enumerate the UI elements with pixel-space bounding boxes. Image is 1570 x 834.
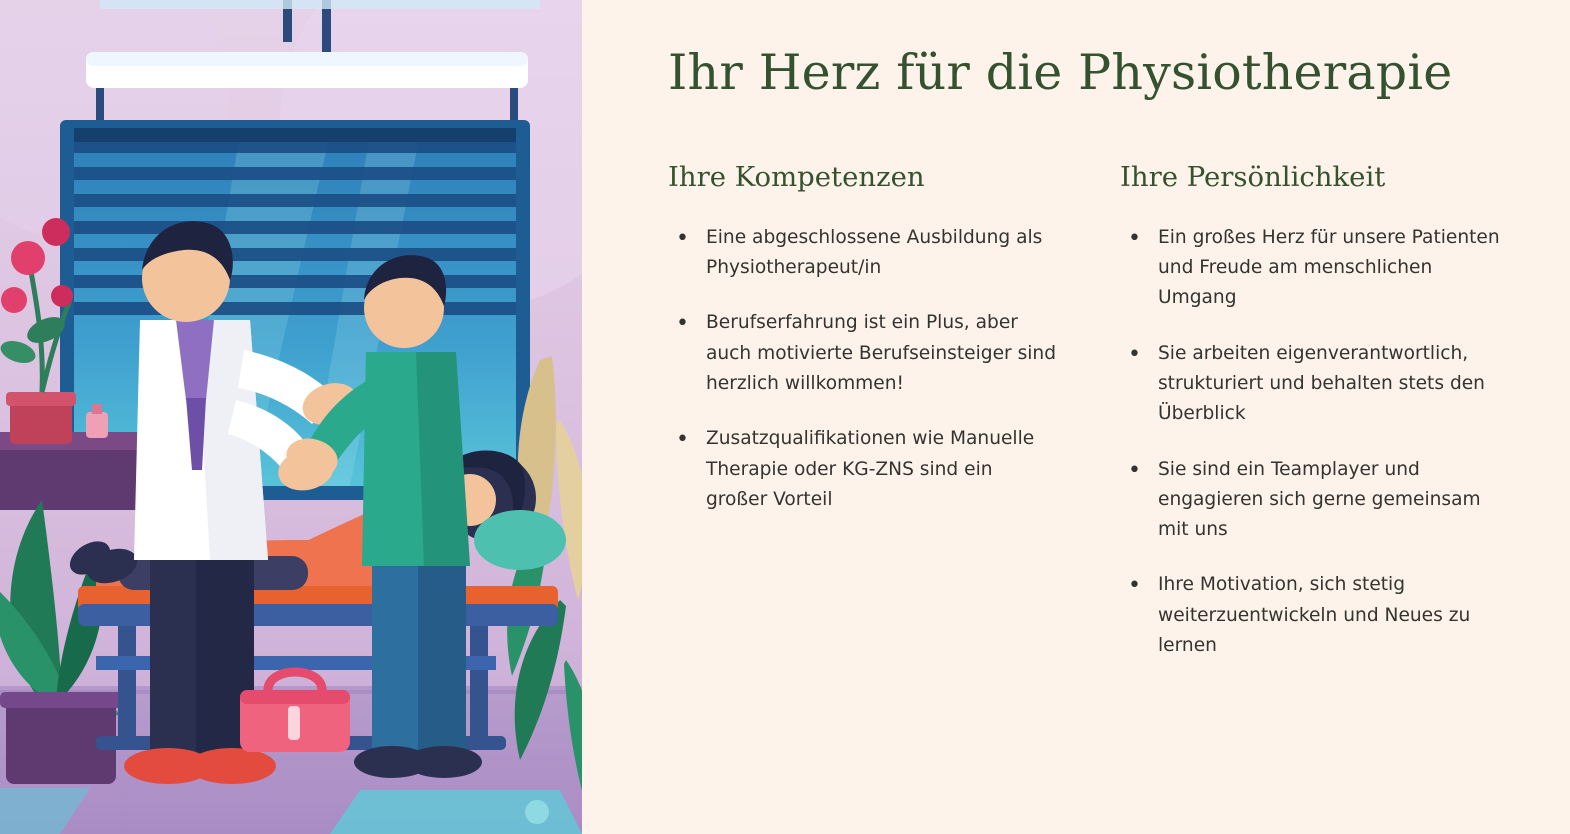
page-title: Ihr Herz für die Physiotherapie: [668, 44, 1453, 101]
list-item: • Sie arbeiten eigenverantwortlich, strukturiert und behalten stets den Überblick: [1120, 339, 1510, 430]
bullet-list-kompetenzen: [668, 223, 1058, 515]
column-heading-persoenlichkeit: Ihre Persönlichkeit: [1120, 160, 1386, 193]
list-item: • Ihre Motivation, sich stetig weiterzuentwickeln und Neues zu lernen: [1120, 570, 1510, 661]
content-panel: [582, 0, 1570, 834]
column-kompetenzen: [668, 161, 1058, 687]
list-item: • Sie sind ein Teamplayer und engagieren sich gerne gemeinsam mit uns: [1120, 455, 1510, 546]
column-heading-kompetenzen: Ihre Kompetenzen: [668, 160, 925, 193]
bullet-list-persoenlichkeit: [1120, 223, 1510, 662]
illustration-panel: [0, 0, 582, 834]
list-item: • Ein großes Herz für unsere Patienten und Freude am menschlichen Umgang: [1120, 223, 1510, 314]
physiotherapy-illustration-icon: [0, 0, 582, 834]
column-persoenlichkeit: [1120, 161, 1510, 687]
list-item: • Zusatzqualifikationen wie Manuelle Therapie oder KG-ZNS sind ein großer Vorteil: [668, 424, 1058, 515]
columns-wrapper: [668, 161, 1510, 687]
list-item: • Eine abgeschlossene Ausbildung als Physiotherapeut/in: [668, 223, 1058, 284]
list-item: • Berufserfahrung ist ein Plus, aber auch motivierte Berufseinsteiger sind herzlich willkommen!: [668, 308, 1058, 399]
